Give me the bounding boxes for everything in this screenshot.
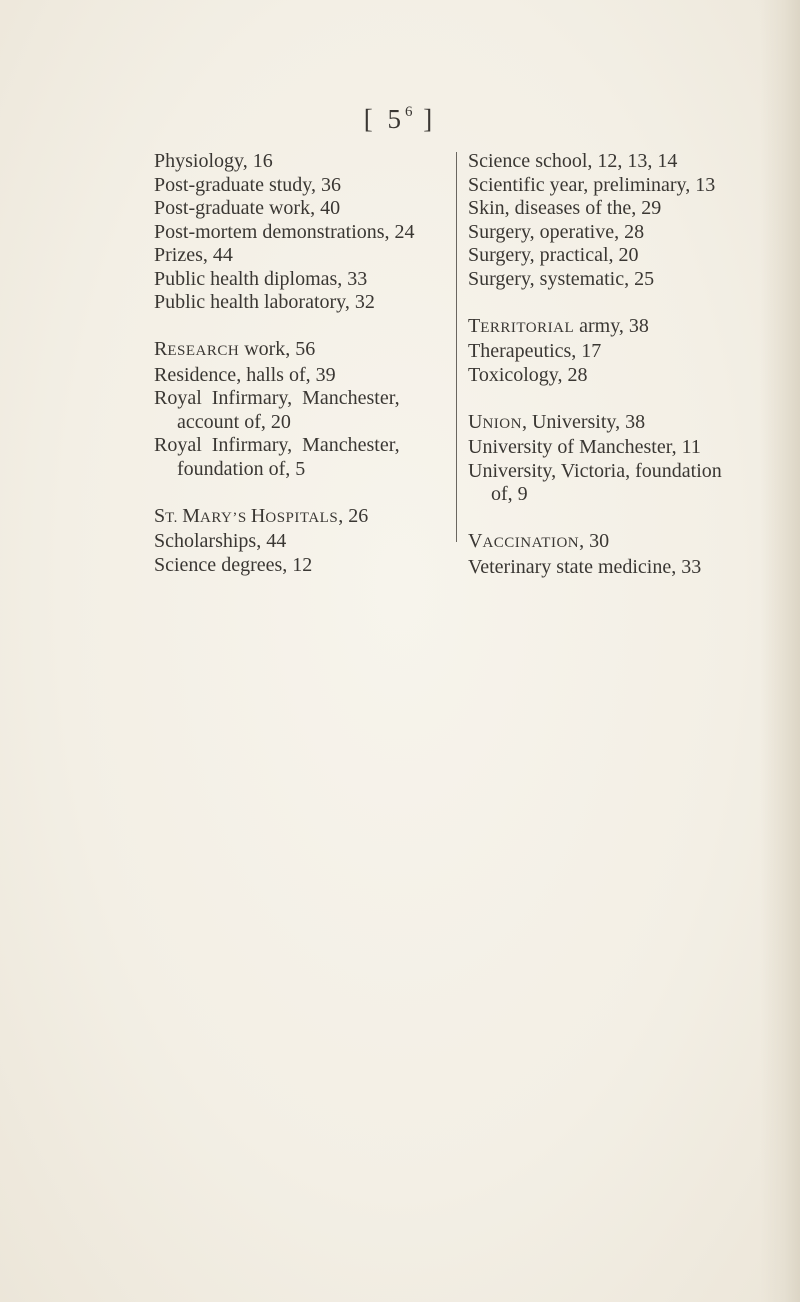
index-entry: Physiology, 16: [154, 150, 273, 172]
entry-continuation: of, 9: [491, 483, 528, 505]
entry-rest: , University, 38: [521, 410, 646, 433]
index-entry: Prizes, 44: [154, 244, 233, 266]
small-caps-text: ACCINATION: [482, 535, 580, 551]
index-column-right: [468, 150, 798, 579]
small-caps-initial: U: [468, 410, 483, 433]
small-caps-initial: M: [182, 504, 200, 527]
page-number: [0, 104, 800, 135]
index-entry-royal-infirmary-account: [154, 387, 454, 434]
index-entry: Science school, 12, 13, 14: [468, 150, 678, 172]
page-number-bracket-close: ]: [423, 104, 437, 134]
index-entry: Veterinary state medicine, 33: [468, 555, 702, 578]
index-entry-union: [468, 411, 798, 437]
index-entry: Therapeutics, 17: [468, 340, 602, 362]
entry-line: University, Victoria, foundation: [468, 459, 722, 482]
entry-rest: army, 38: [574, 314, 649, 337]
section-gap: [468, 387, 798, 411]
entry-line: Royal Infirmary, Manchester,: [154, 387, 400, 409]
index-entry: Scholarships, 44: [154, 530, 287, 552]
index-entry: Science degrees, 12: [154, 553, 313, 576]
entry-line: Royal Infirmary, Manchester,: [154, 434, 400, 456]
entry-rest: , 26: [338, 504, 369, 527]
small-caps-text: ERRITORIAL: [480, 319, 575, 336]
index-entry: Surgery, systematic, 25: [468, 267, 655, 290]
index-entry: Surgery, operative, 28: [468, 220, 645, 243]
index-entry: Residence, halls of, 39: [154, 363, 336, 386]
index-entry-vaccination: [468, 530, 798, 556]
small-caps-text: T.: [165, 509, 183, 526]
page-number-bracket-open: [: [363, 104, 377, 134]
index-entry: Toxicology, 28: [468, 363, 588, 386]
small-caps-text: NION: [482, 415, 522, 432]
index-entry: Post-mortem demonstrations, 24: [154, 220, 415, 243]
index-entry: Public health diplomas, 33: [154, 267, 368, 290]
section-gap: [154, 315, 454, 339]
small-caps-initial: V: [468, 530, 483, 552]
small-caps-text: ARY’S: [199, 509, 251, 526]
small-caps-initial: T: [468, 314, 481, 337]
index-entry-st-marys: [154, 505, 454, 531]
small-caps-initial: S: [154, 504, 166, 527]
index-entry: Surgery, practical, 20: [468, 244, 639, 266]
index-entry-research: [154, 338, 454, 364]
index-entry: Post-graduate study, 36: [154, 173, 342, 196]
index-entry: University of Manchester, 11: [468, 436, 701, 458]
small-caps-initial: H: [250, 504, 266, 527]
entry-rest: work, 56: [239, 338, 316, 360]
page-number-digit: 5: [387, 104, 405, 134]
index-entry: Skin, diseases of the, 29: [468, 197, 662, 219]
index-entry-royal-infirmary-foundation: [154, 434, 454, 481]
page-number-superscript: 6: [405, 104, 413, 120]
entry-continuation: account of, 20: [177, 410, 291, 433]
column-divider: [456, 152, 457, 542]
small-caps-initial: R: [154, 338, 168, 360]
index-entry: Scientific year, preliminary, 13: [468, 173, 716, 196]
index-column-left: [154, 150, 454, 577]
section-gap: [154, 481, 454, 505]
index-entry-university-victoria: [468, 460, 798, 507]
small-caps-text: OSPITALS: [265, 509, 339, 526]
entry-continuation: foundation of, 5: [177, 457, 306, 480]
section-gap: [468, 507, 798, 531]
small-caps-text: ESEARCH: [167, 343, 240, 359]
index-entry: Post-graduate work, 40: [154, 197, 341, 219]
index-entry: Public health laboratory, 32: [154, 291, 375, 313]
section-gap: [468, 291, 798, 315]
entry-rest: , 30: [579, 530, 610, 552]
index-entry-territorial: [468, 315, 798, 341]
